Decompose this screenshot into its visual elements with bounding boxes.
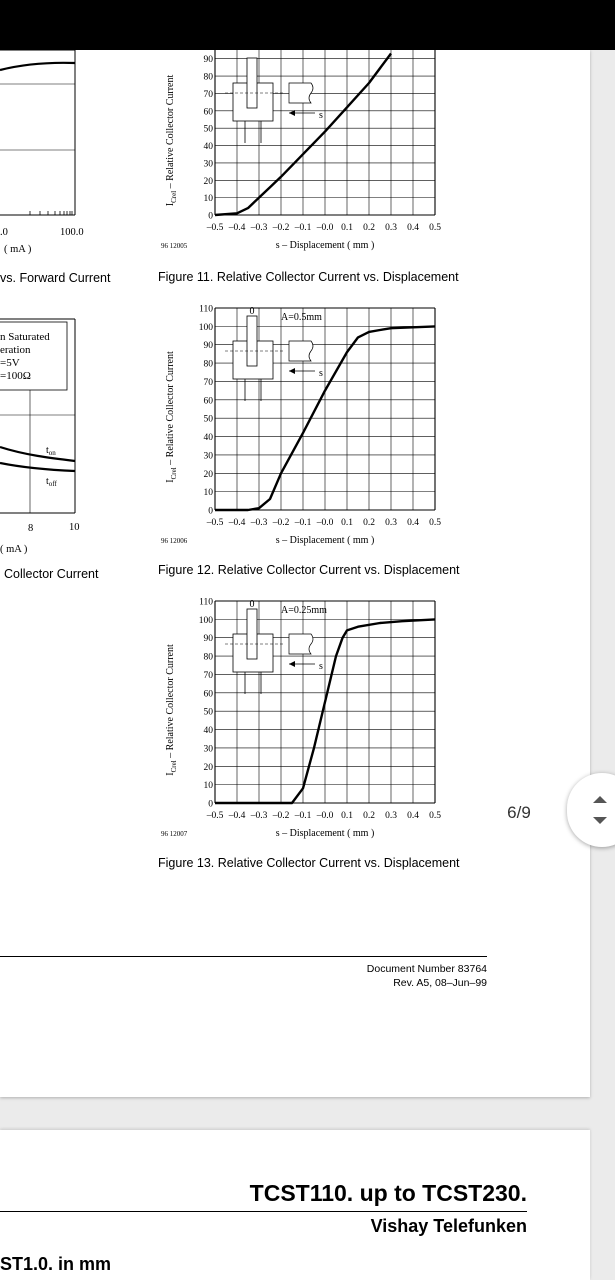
document-footer	[300, 962, 487, 990]
sensor-slot-sketch	[247, 316, 257, 366]
y-tick-label: 40	[203, 433, 213, 444]
figure-13-chart	[155, 596, 455, 843]
figure-code: 96 12005	[161, 242, 188, 250]
y-tick-label: 10	[203, 488, 213, 499]
y-tick-label: 30	[203, 744, 213, 755]
x-tick-label: 0.3	[385, 223, 397, 233]
x-tick-label: 0.1	[341, 518, 353, 528]
y-tick-label: 50	[203, 707, 213, 718]
x-tick-label: –0.2	[272, 811, 290, 821]
x-tick-label: 0.5	[429, 223, 441, 233]
x-axis-label: s – Displacement ( mm )	[275, 828, 375, 839]
figure-13-caption: Figure 13. Relative Collector Current vs. Displacement	[158, 856, 460, 870]
x-tick-label: –0.0	[316, 223, 334, 233]
left-column-figures	[0, 50, 150, 610]
x-tick-label: 0.2	[363, 223, 375, 233]
x-tick-label: –0.3	[250, 223, 268, 233]
x-tick-label: –0.4	[228, 811, 246, 821]
y-axis-label-main: I	[165, 202, 176, 207]
curve-toff-label: t	[46, 476, 49, 487]
x-tick-label: 0.2	[363, 518, 375, 528]
x-tick-label: –0.4	[228, 518, 246, 528]
y-axis-label-rest: – Relative Collector Current	[165, 351, 176, 468]
sensor-slot-sketch	[247, 609, 257, 659]
y-tick-label: 0	[208, 211, 213, 222]
x-tick-label: –0.3	[250, 811, 268, 821]
x-tick-label: –0.0	[316, 811, 334, 821]
figure-12-caption: Figure 12. Relative Collector Current vs. Displacement	[158, 563, 460, 577]
left-figure-b	[0, 319, 80, 555]
y-tick-label: 110	[199, 597, 213, 608]
annotation-zero: 0	[249, 599, 255, 610]
y-tick-label: 90	[203, 55, 213, 66]
left-figure-b-tick-10: 10	[69, 522, 80, 533]
y-tick-label: 40	[203, 726, 213, 737]
y-tick-label: 50	[203, 414, 213, 425]
y-axis-label-sub: Crel	[170, 760, 178, 773]
x-tick-label: 0.5	[429, 811, 441, 821]
legend-line-2: eration	[0, 344, 31, 356]
figure-code: 96 12007	[161, 830, 188, 838]
left-figure-b-tick-8: 8	[28, 523, 34, 534]
footer-rule	[0, 956, 487, 957]
left-figure-a-axis-label: ( mA )	[4, 244, 32, 255]
top-black-bar	[0, 0, 615, 50]
y-tick-label: 70	[203, 670, 213, 681]
y-tick-label: 70	[203, 377, 213, 388]
y-tick-label: 30	[203, 159, 213, 170]
left-figure-a-tick-0: .0	[0, 227, 8, 238]
shutter-sketch	[289, 83, 313, 103]
y-axis-label-main: I	[165, 479, 176, 483]
y-tick-label: 30	[203, 451, 213, 462]
annotation-zero: 0	[249, 306, 255, 317]
y-tick-label: 100	[198, 615, 213, 626]
y-tick-label: 60	[203, 396, 213, 407]
page-indicator: 6/9	[490, 793, 548, 833]
next-page-section-title: ST1.0. in mm	[0, 1254, 112, 1274]
x-tick-label: –0.2	[272, 223, 290, 233]
x-tick-label: 0.4	[407, 811, 419, 821]
x-tick-label: 0.4	[407, 518, 419, 528]
y-tick-label: 90	[203, 341, 213, 352]
arrow-head-icon	[289, 661, 295, 667]
annotation-s: s	[319, 110, 323, 121]
x-tick-label: –0.1	[294, 223, 312, 233]
left-figure-a	[0, 50, 84, 255]
left-figure-a-tick-100: 100.0	[60, 227, 84, 238]
left-figure-b-caption: Collector Current	[4, 567, 99, 581]
y-tick-label: 110	[199, 304, 213, 315]
x-tick-label: –0.5	[206, 518, 224, 528]
figure-11-caption: Figure 11. Relative Collector Current vs. Displacement	[158, 270, 459, 284]
y-tick-label: 10	[203, 194, 213, 205]
left-figure-b-axis-label: ( mA )	[0, 544, 28, 555]
y-axis-label-sub: Crel	[170, 467, 178, 480]
y-tick-label: 100	[198, 322, 213, 333]
y-tick-label: 50	[203, 124, 213, 135]
y-tick-label: 10	[203, 781, 213, 792]
y-tick-label: 0	[208, 506, 213, 517]
document-revision: Rev. A5, 08–Jun–99	[393, 977, 487, 989]
shutter-sketch	[289, 341, 313, 361]
x-axis-label: s – Displacement ( mm )	[275, 240, 375, 251]
y-axis-label-sub: Crel	[170, 190, 178, 203]
y-tick-label: 40	[203, 142, 213, 153]
y-tick-label: 80	[203, 652, 213, 663]
y-tick-label: 80	[203, 359, 213, 370]
document-page	[0, 50, 590, 1097]
figure-12-chart	[155, 303, 455, 550]
legend-line-4: =100Ω	[0, 370, 31, 382]
annotation-aperture: A=0.5mm	[281, 312, 322, 323]
x-tick-label: 0.3	[385, 518, 397, 528]
next-page-company: Vishay Telefunken	[370, 1216, 527, 1236]
svg-text:ton	[46, 445, 56, 457]
x-tick-label: –0.0	[316, 518, 334, 528]
y-axis-label-rest: – Relative Collector Current	[165, 74, 176, 191]
svg-text:toff	[46, 476, 57, 488]
y-tick-label: 60	[203, 107, 213, 118]
figure-code: 96 12006	[161, 537, 188, 545]
y-tick-label: 60	[203, 689, 213, 700]
figure-11-chart	[155, 50, 455, 260]
x-tick-label: –0.3	[250, 518, 268, 528]
document-number: Document Number 83764	[366, 963, 487, 975]
x-tick-label: –0.1	[294, 518, 312, 528]
y-tick-label: 20	[203, 762, 213, 773]
y-axis-label-main: I	[165, 772, 176, 776]
y-tick-label: 80	[203, 72, 213, 83]
curve-toff-sub: off	[48, 480, 57, 488]
x-tick-label: –0.5	[206, 223, 224, 233]
x-tick-label: –0.4	[228, 223, 246, 233]
curve-ton	[0, 447, 75, 461]
left-figure-a-caption: vs. Forward Current	[0, 271, 111, 285]
legend-line-1: n Saturated	[0, 331, 50, 343]
annotation-aperture: A=0.25mm	[281, 605, 327, 616]
annotation-s: s	[319, 661, 323, 672]
next-document-page	[0, 1130, 590, 1280]
curve-toff	[0, 463, 75, 471]
x-tick-label: 0.3	[385, 811, 397, 821]
next-page-title: TCST110. up to TCST230.	[249, 1180, 527, 1206]
x-axis-label: s – Displacement ( mm )	[275, 535, 375, 546]
y-tick-label: 0	[208, 799, 213, 810]
x-tick-label: 0.1	[341, 811, 353, 821]
y-tick-label: 70	[203, 89, 213, 100]
scroll-handle[interactable]	[567, 773, 615, 847]
y-tick-label: 20	[203, 176, 213, 187]
curve-ton-label: t	[46, 445, 49, 456]
y-tick-label: 90	[203, 634, 213, 645]
y-axis-label-rest: – Relative Collector Current	[165, 644, 176, 761]
up-down-arrows-icon	[567, 773, 615, 847]
annotation-s: s	[319, 368, 323, 379]
left-figure-a-curve	[0, 63, 75, 70]
next-page-header-rule	[0, 1211, 527, 1212]
arrow-head-icon	[289, 368, 295, 374]
x-tick-label: 0.4	[407, 223, 419, 233]
x-tick-label: 0.1	[341, 223, 353, 233]
x-tick-label: –0.1	[294, 811, 312, 821]
x-tick-label: 0.2	[363, 811, 375, 821]
x-tick-label: –0.5	[206, 811, 224, 821]
sensor-slot-sketch	[247, 58, 257, 108]
shutter-sketch	[289, 634, 313, 654]
y-axis-label	[165, 351, 178, 483]
curve-ton-sub: on	[48, 449, 56, 457]
x-tick-label: 0.5	[429, 518, 441, 528]
x-tick-label: –0.2	[272, 518, 290, 528]
legend-line-3: =5V	[0, 357, 20, 369]
y-tick-label: 20	[203, 469, 213, 480]
y-axis-label	[165, 75, 178, 207]
y-axis-label	[165, 644, 178, 776]
